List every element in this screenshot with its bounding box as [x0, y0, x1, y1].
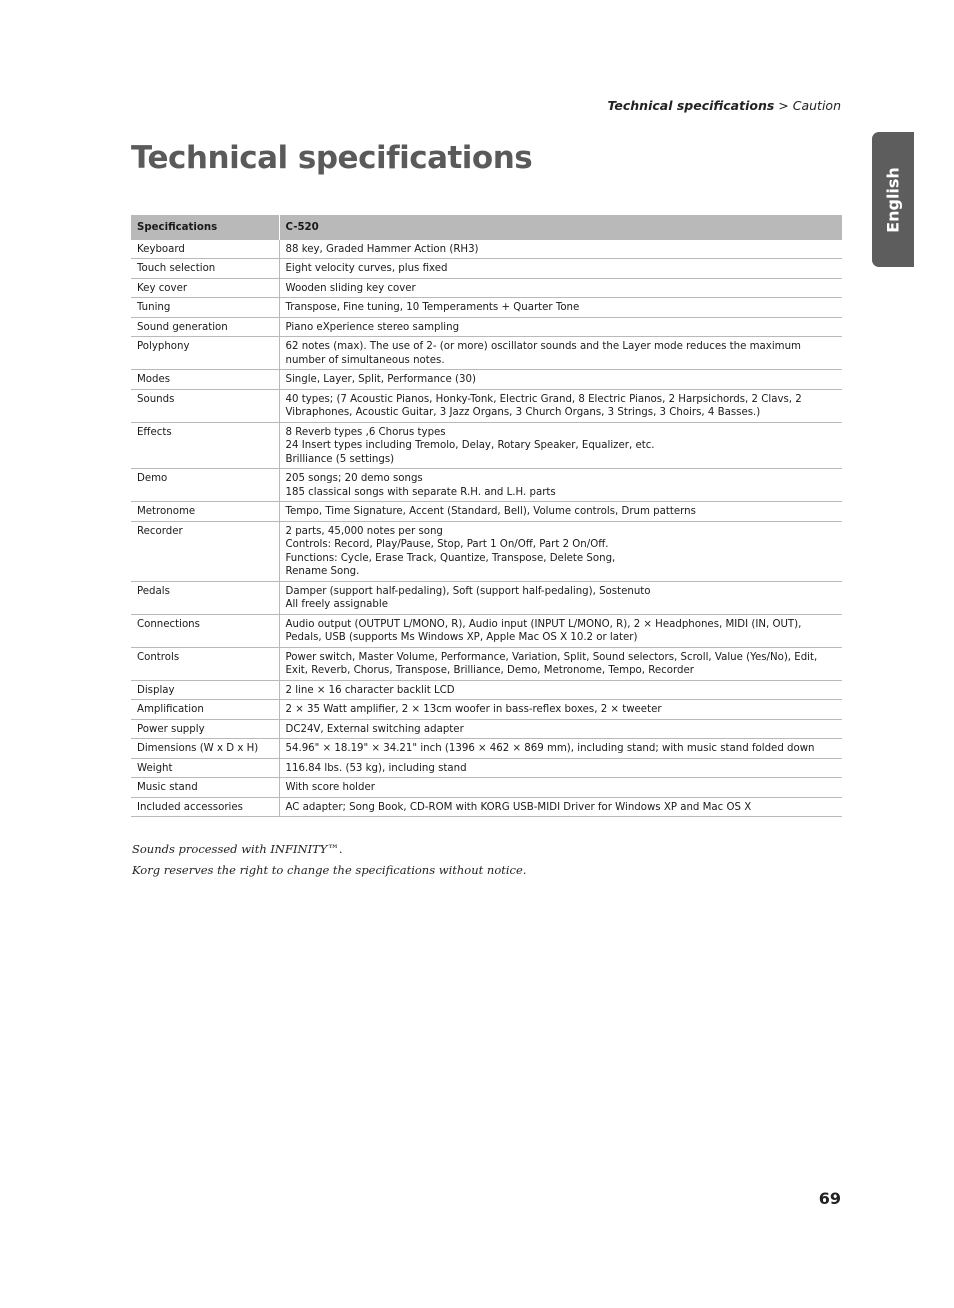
spec-value-line: 2 line × 16 character backlit LCD [285, 684, 455, 696]
spec-value-line: 185 classical songs with separate R.H. and L.H. parts [285, 486, 556, 498]
spec-value [279, 647, 842, 680]
spec-label: Sounds [131, 389, 279, 422]
spec-label: Controls [131, 647, 279, 680]
table-row [131, 259, 842, 279]
spec-value-line: Functions: Cycle, Erase Track, Quantize, Transpose, Delete Song, [285, 552, 616, 564]
spec-label: Tuning [131, 298, 279, 318]
spec-value-line: 2 × 35 Watt amplifier, 2 × 13cm woofer in bass-reflex boxes, 2 × tweeter [285, 704, 662, 715]
table-row [131, 647, 842, 680]
table-row [131, 317, 842, 337]
spec-value [279, 581, 842, 614]
footnote-infinity: Sounds processed with INFINITY™. [132, 842, 343, 856]
spec-value-line: 88 key, Graded Hammer Action (RH3) [285, 243, 479, 255]
table-row [131, 758, 842, 778]
spec-value-line: DC24V, External switching adapter [285, 723, 464, 735]
spec-value-line: With score holder [285, 782, 375, 793]
spec-value-line: Wooden sliding key cover [285, 282, 416, 294]
page-number: 69 [818, 1189, 841, 1208]
spec-value [279, 700, 842, 720]
spec-label: Connections [131, 614, 279, 647]
spec-value [279, 370, 842, 390]
specifications-table [131, 215, 842, 817]
table-row [131, 389, 842, 422]
spec-value-line: Controls: Record, Play/Pause, Stop, Part 1 On/Off, Part 2 On/Off. [285, 539, 609, 550]
table-row [131, 614, 842, 647]
spec-value [279, 337, 842, 370]
spec-label: Demo [131, 469, 279, 502]
table-row [131, 797, 842, 817]
spec-label: Keyboard [131, 240, 279, 259]
table-row [131, 521, 842, 581]
spec-value [279, 502, 842, 522]
spec-label: Weight [131, 758, 279, 778]
breadcrumb-separator: > [778, 98, 789, 113]
spec-value [279, 778, 842, 798]
spec-label: Display [131, 680, 279, 700]
table-header-row [131, 215, 842, 240]
spec-value [279, 298, 842, 318]
spec-value-line: Tempo, Time Signature, Accent (Standard, Bell), Volume controls, Drum patterns [285, 506, 696, 517]
spec-value [279, 422, 842, 469]
table-row [131, 278, 842, 298]
language-tab-label: English [883, 166, 903, 233]
spec-value-line: AC adapter; Song Book, CD-ROM with KORG USB-MIDI Driver for Windows XP and Mac OS X [285, 801, 752, 813]
spec-label: Sound generation [131, 317, 279, 337]
spec-label: Pedals [131, 581, 279, 614]
spec-value-line: Power switch, Master Volume, Performance, Variation, Split, Sound selectors, Scroll, Value (Yes/No), Edit, Exit, Reverb, Chorus, Transpose, Brilliance, Demo, Metronome, Tempo, Recorder [285, 651, 818, 676]
spec-label: Modes [131, 370, 279, 390]
table-row [131, 422, 842, 469]
spec-value-line: Single, Layer, Split, Performance (30) [285, 374, 476, 385]
spec-label: Touch selection [131, 259, 279, 279]
spec-value [279, 614, 842, 647]
footnotes [132, 842, 526, 884]
table-row [131, 502, 842, 522]
spec-value [279, 719, 842, 739]
spec-value-line: Transpose, Fine tuning, 10 Temperaments + Quarter Tone [285, 302, 580, 313]
spec-value [279, 259, 842, 279]
spec-label: Power supply [131, 719, 279, 739]
spec-value [279, 521, 842, 581]
table-row [131, 469, 842, 502]
spec-value [279, 797, 842, 817]
table-row [131, 719, 842, 739]
spec-value-line: Eight velocity curves, plus fixed [285, 263, 448, 274]
spec-value-line: Piano eXperience stereo sampling [285, 321, 460, 333]
language-tab [872, 132, 914, 267]
footnote-disclaimer: Korg reserves the right to change the specifications without notice. [132, 863, 527, 877]
page-title: Technical specifications [131, 140, 533, 176]
spec-value-line: 205 songs; 20 demo songs [285, 473, 423, 484]
spec-label: Dimensions (W x D x H) [131, 739, 279, 759]
spec-label: Metronome [131, 502, 279, 522]
spec-value [279, 389, 842, 422]
column-header-specifications: Specifications [131, 215, 279, 240]
table-row [131, 370, 842, 390]
spec-label: Recorder [131, 521, 279, 581]
table-row [131, 337, 842, 370]
spec-value-line: 116.84 lbs. (53 kg), including stand [285, 762, 467, 774]
spec-value-line: All freely assignable [285, 599, 388, 610]
table-row [131, 778, 842, 798]
spec-value [279, 680, 842, 700]
spec-value [279, 278, 842, 298]
spec-value [279, 469, 842, 502]
spec-value [279, 317, 842, 337]
table-row [131, 739, 842, 759]
spec-label: Effects [131, 422, 279, 469]
spec-label: Amplification [131, 700, 279, 720]
breadcrumb-parent[interactable]: Caution [792, 98, 841, 113]
spec-value-line: 8 Reverb types ,6 Chorus types [285, 426, 446, 438]
column-header-model: C-520 [279, 215, 842, 240]
table-row [131, 680, 842, 700]
spec-value-line: Rename Song. [285, 566, 360, 577]
spec-value [279, 240, 842, 259]
table-row [131, 581, 842, 614]
spec-value-line: 40 types; (7 Acoustic Pianos, Honky-Tonk, Electric Grand, 8 Electric Pianos, 2 Harpsichords, 2 Clavs, 2 Vibraphones, Acoustic Guitar, 3 Jazz Organs, 3 Church Organs, 3 Strings, 3 Choirs, 4 Basses.) [285, 393, 802, 418]
spec-value-line: 24 Insert types including Tremolo, Delay, Rotary Speaker, Equalizer, etc. [285, 440, 655, 451]
table-row [131, 700, 842, 720]
spec-label: Music stand [131, 778, 279, 798]
spec-value-line: Brilliance (5 settings) [285, 453, 395, 465]
spec-value-line: 2 parts, 45,000 notes per song [285, 525, 443, 537]
breadcrumb-current: Technical specifications [607, 98, 775, 113]
spec-label: Polyphony [131, 337, 279, 370]
spec-value-line: Damper (support half-pedaling), Soft (support half-pedaling), Sostenuto [285, 585, 651, 597]
spec-value-line: 62 notes (max). The use of 2- (or more) oscillator sounds and the Layer mode reduces the maximum number of simultaneous notes. [285, 341, 801, 366]
table-row [131, 240, 842, 259]
spec-label: Included accessories [131, 797, 279, 817]
specifications-table-body [131, 240, 842, 817]
spec-value [279, 739, 842, 759]
breadcrumb [607, 98, 841, 113]
spec-value [279, 758, 842, 778]
spec-label: Key cover [131, 278, 279, 298]
spec-value-line: Audio output (OUTPUT L/MONO, R), Audio input (INPUT L/MONO, R), 2 × Headphones, MIDI (IN, OUT), Pedals, USB (supports Ms Windows XP, Apple Mac OS X 10.2 or later) [285, 618, 802, 643]
spec-value-line: 54.96" × 18.19" × 34.21" inch (1396 × 462 × 869 mm), including stand; with music stand folded down [285, 743, 815, 754]
table-row [131, 298, 842, 318]
